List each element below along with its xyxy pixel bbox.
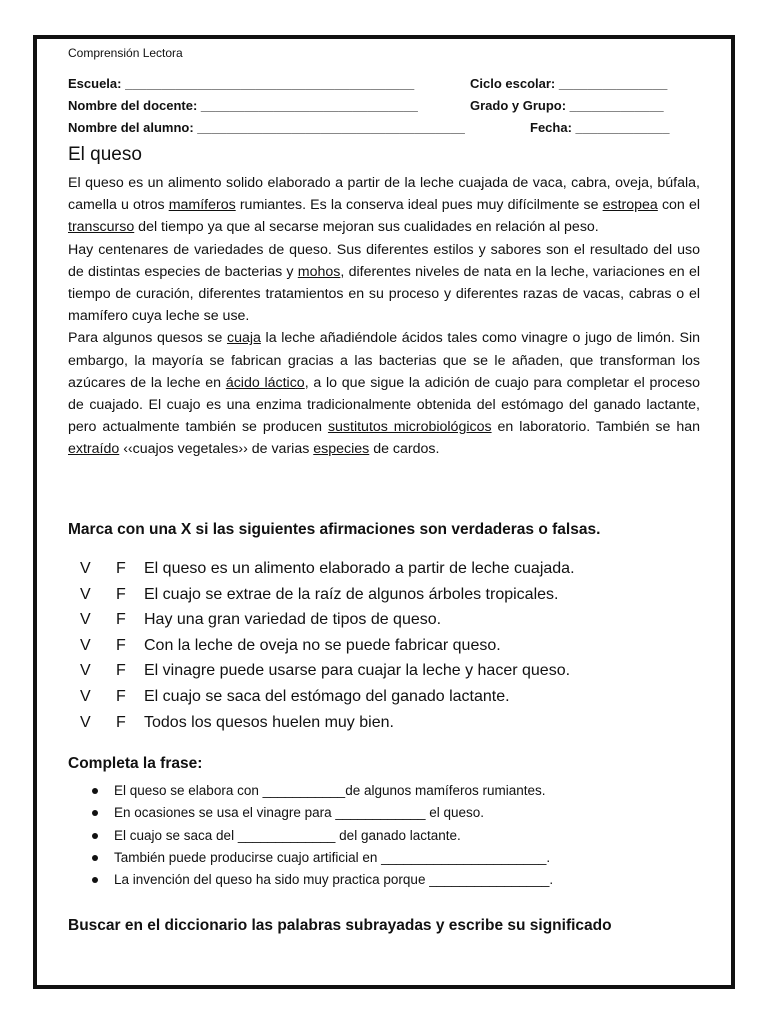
true-false-row	[80, 582, 575, 608]
underlined-word: mamíferos	[168, 197, 236, 214]
true-false-row	[80, 556, 575, 582]
reading-text	[68, 172, 700, 461]
list-item: También puede producirse cuajo artificial en ______________________.	[92, 847, 553, 869]
underlined-word: mohos	[297, 263, 341, 280]
paragraph-1: El queso es un alimento solido elaborado a partir de la leche cuajada de vaca, cabra, oveja, búfala, camella u otros mamíferos rumiantes. Es la conserva ideal pues muy difícilmente se estropea con el transcurso del tiempo ya que al secarse mejoran sus cualidades en relación al peso.	[68, 175, 700, 236]
student-field: Nombre del alumno: _____________________________________	[68, 120, 465, 135]
dictionary-instruction: Buscar en el diccionario las palabras subrayadas y escribe su significado	[68, 917, 612, 934]
subject-label: Comprensión Lectora	[68, 46, 183, 60]
paragraph-2: Hay centenares de variedades de queso. Sus diferentes estilos y sabores son el resultado del uso de distintas especies de bacterias y mohos, diferentes niveles de nata en la leche, variaciones en el tiempo de curación, diferentes tratamientos en su proceso y diferentes razas de vacas, cabras o el mamífero cuya leche se use.	[68, 241, 700, 325]
list-item: El cuajo se saca del _____________ del ganado lactante.	[92, 825, 553, 847]
statement: Hay una gran variedad de tipos de queso.	[144, 611, 442, 629]
true-option[interactable]: V	[80, 687, 91, 705]
school-field: Escuela: ________________________________________	[68, 76, 415, 91]
list-item: En ocasiones se usa el vinagre para ____________ el queso.	[92, 802, 553, 824]
true-option[interactable]: V	[80, 585, 91, 603]
list-item: La invención del queso ha sido muy practica porque ________________.	[92, 869, 553, 891]
statement: Con la leche de oveja no se puede fabricar queso.	[144, 636, 501, 654]
false-option[interactable]: F	[116, 687, 126, 705]
underlined-word: extraído	[68, 441, 120, 458]
fill-in-list	[92, 780, 553, 891]
false-option[interactable]: F	[116, 560, 126, 577]
true-option[interactable]: V	[80, 611, 91, 629]
true-false-list	[80, 556, 575, 735]
true-option[interactable]: V	[80, 560, 91, 577]
true-false-row	[80, 658, 575, 684]
teacher-field: Nombre del docente: ______________________________	[68, 98, 418, 113]
underlined-word: sustitutos microbiológicos	[327, 419, 492, 436]
false-option[interactable]: F	[116, 611, 126, 629]
underlined-word: transcurso	[68, 219, 135, 236]
grade-group-field: Grado y Grupo: _____________	[470, 98, 664, 113]
date-field: Fecha: _____________	[530, 120, 670, 135]
statement: El cuajo se extrae de la raíz de algunos árboles tropicales.	[144, 585, 559, 603]
list-item: El queso se elabora con ___________de algunos mamíferos rumiantes.	[92, 780, 553, 802]
true-false-row	[80, 633, 575, 659]
true-false-instruction: Marca con una X si las siguientes afirmaciones son verdaderas o falsas.	[68, 521, 601, 538]
true-option[interactable]: V	[80, 636, 91, 654]
underlined-word: cuaja	[226, 330, 261, 347]
underlined-word: ácido láctico	[225, 374, 305, 391]
underlined-word: estropea	[602, 197, 658, 214]
true-option[interactable]: V	[80, 662, 91, 680]
statement: El queso es un alimento elaborado a partir de leche cuajada.	[144, 560, 575, 577]
false-option[interactable]: F	[116, 636, 126, 654]
false-option[interactable]: F	[116, 713, 126, 731]
page-title: El queso	[68, 144, 142, 165]
statement: Todos los quesos huelen muy bien.	[144, 713, 394, 731]
true-false-row	[80, 710, 575, 736]
false-option[interactable]: F	[116, 585, 126, 603]
true-false-row	[80, 607, 575, 633]
complete-phrase-heading: Completa la frase:	[68, 755, 203, 772]
statement: El cuajo se saca del estómago del ganado lactante.	[144, 687, 510, 705]
paragraph-3: Para algunos quesos se cuaja la leche añadiéndole ácidos tales como vinagre o jugo de limón. Sin embargo, la mayoría se fabrican gracias a las bacterias que se le añaden, que transforman los azúcares de la leche en ácido láctico, a lo que sigue la adición de cuajo para completar el proceso de cuajado. El cuajo es una enzima tradicionalmente obtenida del estómago del ganado lactante, pero actualmente también se producen sustitutos microbiológicos en laboratorio. También se han extraído ‹‹cuajos vegetales›› de varias especies de cardos.	[68, 330, 700, 458]
true-option[interactable]: V	[80, 713, 91, 731]
school-year-field: Ciclo escolar: _______________	[470, 76, 668, 91]
true-false-row	[80, 684, 575, 710]
false-option[interactable]: F	[116, 662, 126, 680]
statement: El vinagre puede usarse para cuajar la leche y hacer queso.	[144, 662, 571, 680]
underlined-word: especies	[313, 441, 370, 458]
